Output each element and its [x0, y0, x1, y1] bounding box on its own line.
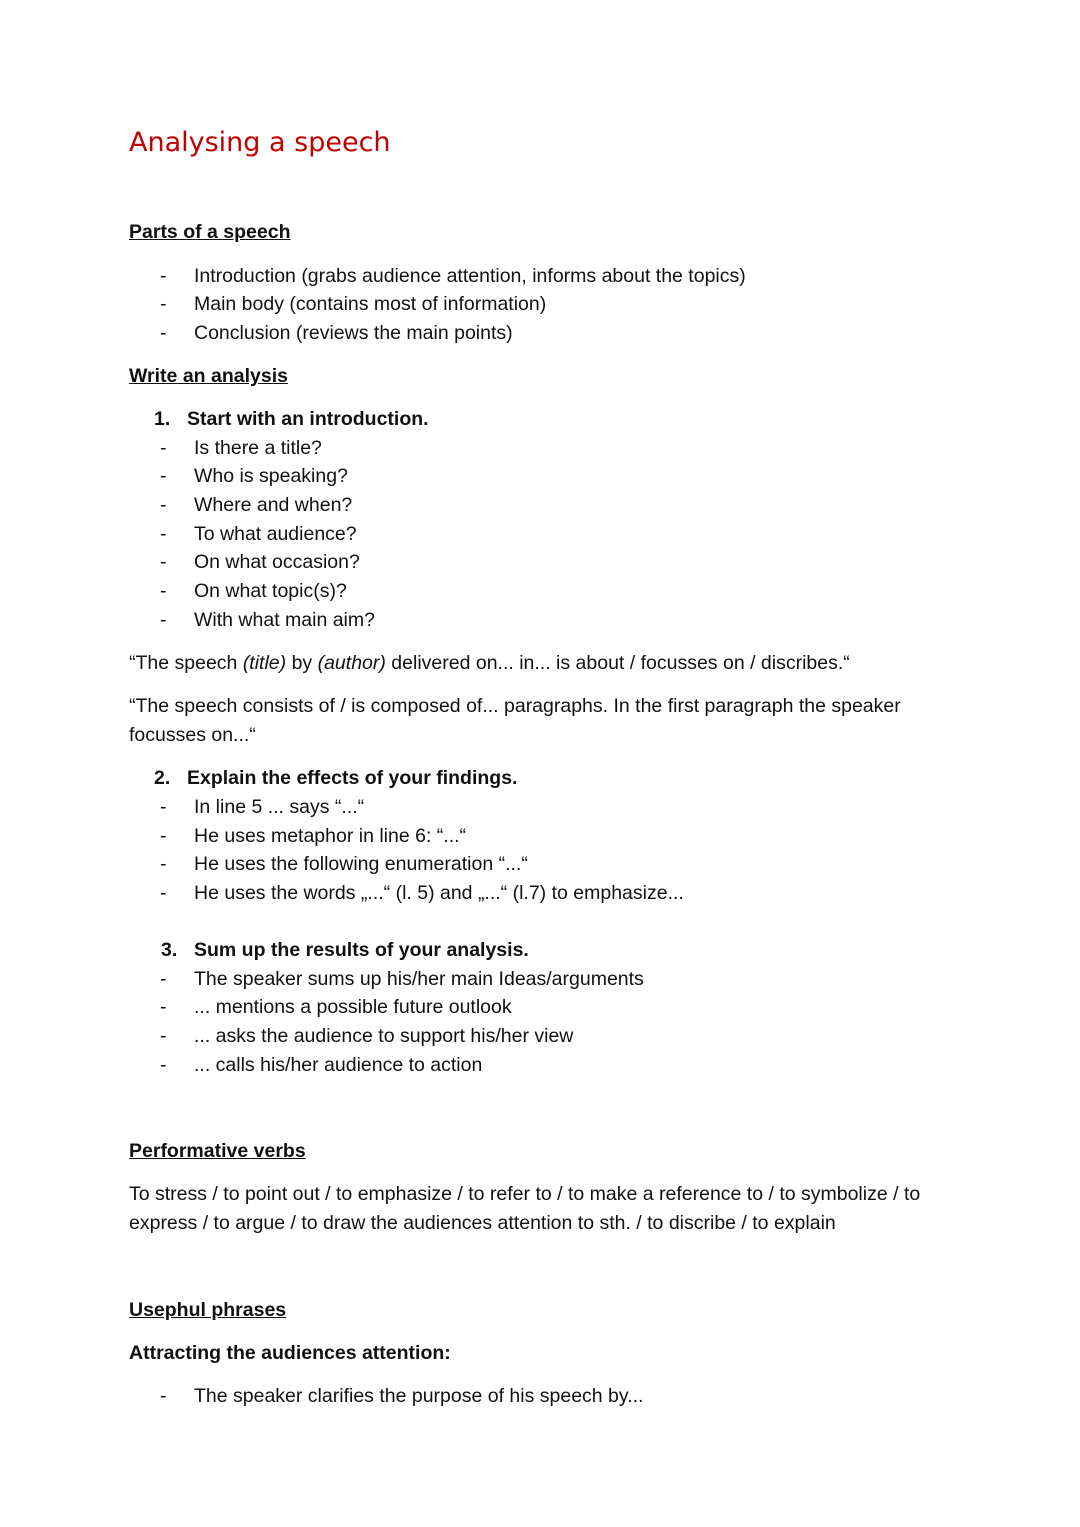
- bullet-dash: -: [160, 437, 167, 459]
- parts-item: Main body (contains most of information): [194, 293, 547, 315]
- step1-item: Is there a title?: [194, 437, 322, 459]
- intro-sentence-title: (title): [242, 652, 287, 674]
- step1-number: 1.: [154, 408, 171, 430]
- intro-sentence-part: by: [286, 652, 318, 674]
- bullet-dash: -: [160, 265, 167, 287]
- bullet-dash: -: [160, 882, 167, 904]
- step1-item: Where and when?: [194, 494, 353, 516]
- bullet-dash: -: [160, 853, 167, 875]
- parts-item: Introduction (grabs audience attention, informs about the topics): [194, 265, 746, 287]
- step2-item: In line 5 ... says “...“: [194, 796, 365, 818]
- step1-item: Who is speaking?: [194, 465, 348, 487]
- bullet-dash: -: [160, 1385, 167, 1407]
- phrases-heading: Usephul phrases: [129, 1299, 287, 1321]
- step1-label: Start with an introduction.: [187, 408, 429, 430]
- bullet-dash: -: [160, 523, 167, 545]
- verbs-text: To stress / to point out / to emphasize / to refer to / to make a reference to / to symbolize / to express / to argue / to draw the audiences attention to sth. / to discribe / to explain: [129, 1183, 921, 1234]
- bullet-dash: -: [160, 580, 167, 602]
- intro-sentence: [129, 649, 850, 677]
- structure-sentence: “The speech consists of / is composed of... paragraphs. In the first paragraph the speaker focusses on...“: [129, 695, 901, 746]
- page-title: Analysing a speech: [129, 127, 391, 158]
- bullet-dash: -: [160, 465, 167, 487]
- bullet-dash: -: [160, 322, 167, 344]
- step3-label: Sum up the results of your analysis.: [194, 939, 529, 961]
- step2-number: 2.: [154, 767, 171, 789]
- bullet-dash: -: [160, 494, 167, 516]
- step3-item: ... asks the audience to support his/her view: [194, 1025, 574, 1047]
- step1-item: With what main aim?: [194, 609, 375, 631]
- bullet-dash: -: [160, 1025, 167, 1047]
- step2-item: He uses the following enumeration “...“: [194, 853, 528, 875]
- bullet-dash: -: [160, 609, 167, 631]
- step1-item: To what audience?: [194, 523, 357, 545]
- verbs-heading: Performative verbs: [129, 1140, 306, 1162]
- intro-sentence-part: “The speech: [129, 652, 243, 674]
- phrases-subheading: Attracting the audiences attention:: [129, 1342, 451, 1364]
- bullet-dash: -: [160, 1054, 167, 1076]
- bullet-dash: -: [160, 968, 167, 990]
- bullet-dash: -: [160, 293, 167, 315]
- step3-item: ... calls his/her audience to action: [194, 1054, 483, 1076]
- bullet-dash: -: [160, 996, 167, 1018]
- bullet-dash: -: [160, 551, 167, 573]
- write-heading: Write an analysis: [129, 365, 288, 387]
- step1-item: On what topic(s)?: [194, 580, 347, 602]
- parts-item: Conclusion (reviews the main points): [194, 322, 513, 344]
- step1-item: On what occasion?: [194, 551, 360, 573]
- step3-number: 3.: [161, 939, 178, 961]
- bullet-dash: -: [160, 796, 167, 818]
- parts-heading: Parts of a speech: [129, 221, 291, 243]
- intro-sentence-author: (author): [317, 652, 386, 674]
- bullet-dash: -: [160, 825, 167, 847]
- step3-item: ... mentions a possible future outlook: [194, 996, 512, 1018]
- step2-item: He uses the words „...“ (l. 5) and „...“ (l.7) to emphasize...: [194, 882, 684, 904]
- step2-item: He uses metaphor in line 6: “...“: [194, 825, 467, 847]
- phrases-item: The speaker clarifies the purpose of his speech by...: [194, 1385, 644, 1407]
- step2-label: Explain the effects of your findings.: [187, 767, 518, 789]
- step3-item: The speaker sums up his/her main Ideas/arguments: [194, 968, 644, 990]
- intro-sentence-part: delivered on... in... is about / focusses on / discribes.“: [385, 652, 850, 674]
